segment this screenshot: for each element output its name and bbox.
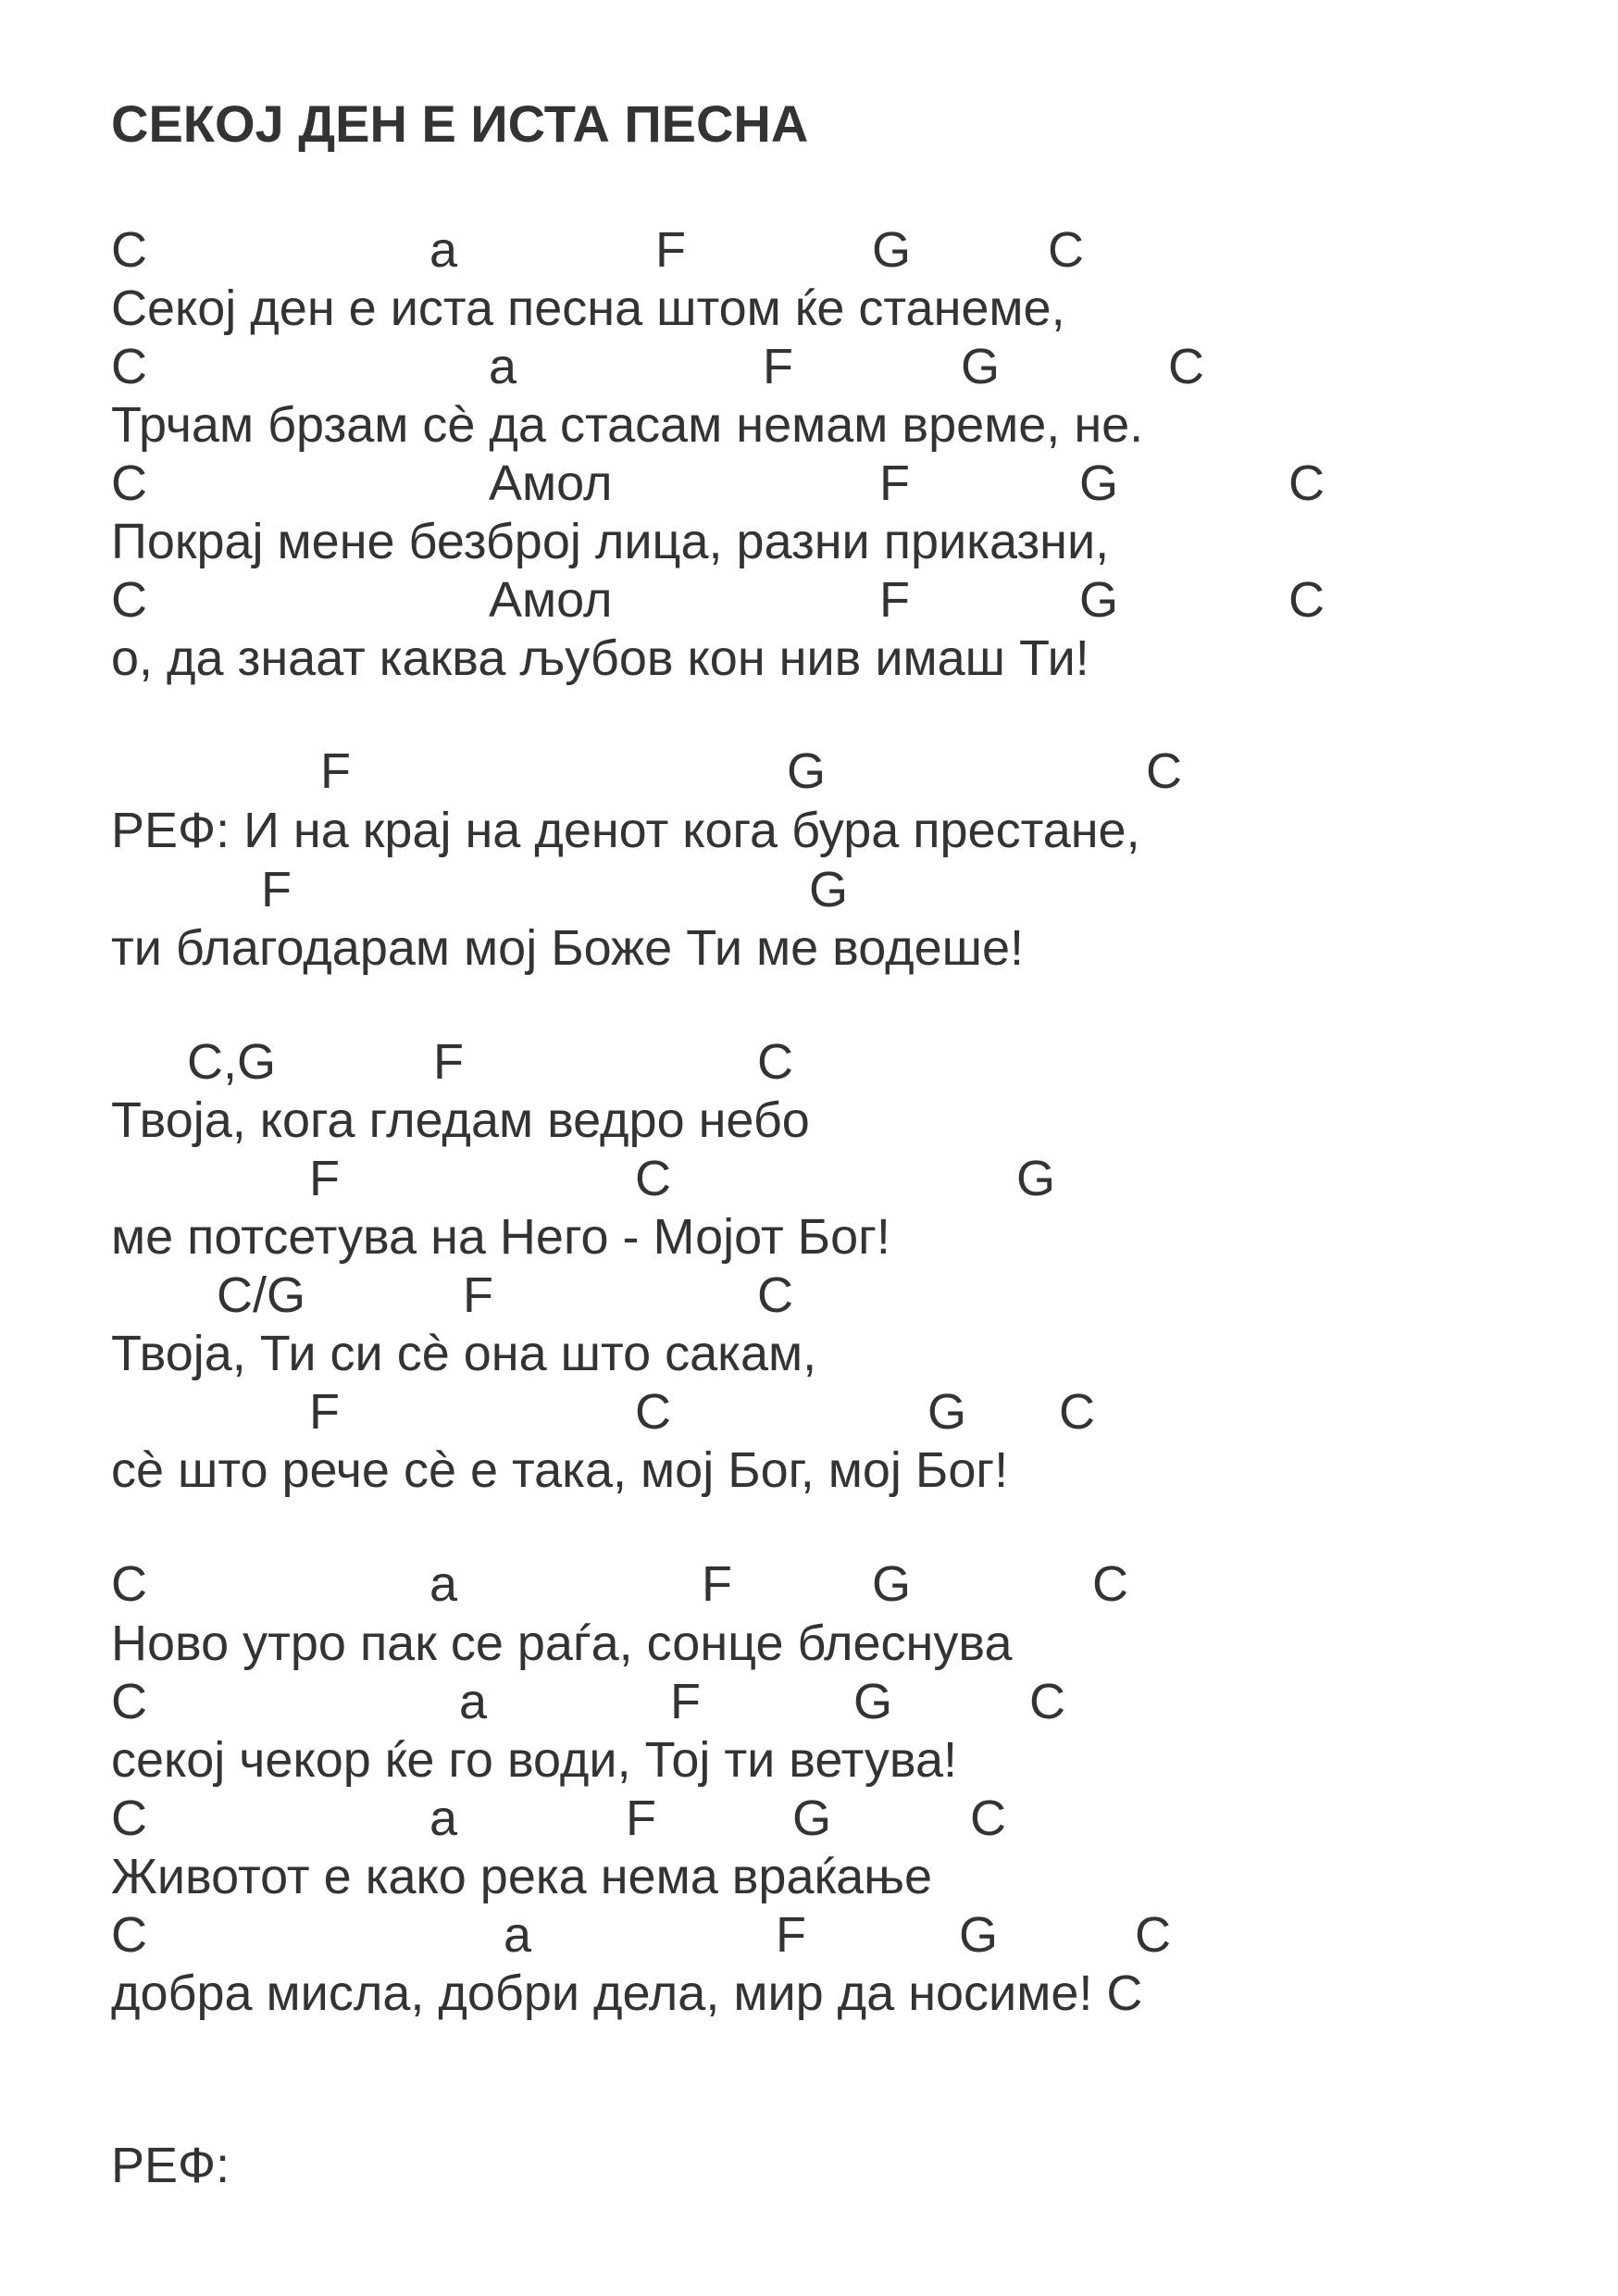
chord: C <box>1048 222 1084 278</box>
chord: F <box>879 455 910 511</box>
chord: Амол <box>489 455 613 511</box>
chord: a <box>489 339 517 394</box>
chord: G <box>961 339 1001 394</box>
chord: C <box>635 1151 671 1206</box>
lyric-line: ти благодарам мој Боже Ти ме водеше! <box>111 920 1024 976</box>
chord: C <box>1135 1907 1171 1963</box>
refrain-line: РЕФ: И на крај на денот кога бура престане, <box>111 803 1140 858</box>
chord: Амол <box>489 572 613 628</box>
chord: F <box>433 1034 464 1090</box>
chord: C/G <box>217 1267 306 1323</box>
lyric-line: Трчам брзам сѐ да стасам немам време, не. <box>111 397 1144 453</box>
chord: F <box>655 222 686 278</box>
chord: C <box>111 339 147 394</box>
chord: G <box>792 1791 832 1846</box>
chord: C <box>635 1384 671 1440</box>
chord: F <box>776 1907 806 1963</box>
chord: C <box>1146 743 1182 799</box>
chord: C <box>111 1791 147 1846</box>
chord: F <box>670 1674 701 1729</box>
lyric-line: добра мисла, добри дела, мир да носиме! C <box>111 1965 1143 2021</box>
song-title: СЕКОЈ ДЕН Е ИСТА ПЕСНА <box>111 94 809 153</box>
chord: G <box>1016 1151 1056 1206</box>
chord: F <box>309 1151 340 1206</box>
chord: C <box>111 1674 147 1729</box>
chord: G <box>872 222 912 278</box>
chord: C <box>1288 455 1325 511</box>
chord: G <box>853 1674 893 1729</box>
chord: F <box>879 572 910 628</box>
chord: a <box>429 1556 458 1612</box>
lyric-line: Ново утро пак се раѓа, сонце блеснува <box>111 1616 1013 1671</box>
chord: C <box>1092 1556 1128 1612</box>
chord: G <box>872 1556 912 1612</box>
chord: G <box>1079 455 1119 511</box>
chord: C <box>1288 572 1325 628</box>
chord: C <box>757 1034 793 1090</box>
lyric-line: Твоја, Ти си сѐ она што сакам, <box>111 1326 817 1381</box>
chord: C <box>111 572 147 628</box>
lyric-line: Покрај мене безброј лица, разни приказни, <box>111 514 1110 569</box>
lyric-line: о, да знаат каква љубов кон нив имаш Ти! <box>111 630 1089 686</box>
chord: F <box>763 339 793 394</box>
chord: F <box>320 743 351 799</box>
chord: a <box>504 1907 532 1963</box>
chord: F <box>261 862 292 917</box>
chord: C <box>111 222 147 278</box>
lyric-line: сѐ што рече сѐ е така, мој Бог, мој Бог! <box>111 1442 1009 1498</box>
lyric-line: Твоја, кога гледам ведро небо <box>111 1092 810 1148</box>
chord: C <box>111 455 147 511</box>
chord: C <box>111 1907 147 1963</box>
chord: C,G <box>187 1034 277 1090</box>
lyric-line: секој чекор ќе го води, Тој ти ветува! <box>111 1732 958 1788</box>
chord: C <box>1168 339 1204 394</box>
chord: C <box>1029 1674 1065 1729</box>
chord: a <box>429 1791 458 1846</box>
chord: F <box>309 1384 340 1440</box>
lyric-line: ме потсетува на Него - Мојот Бог! <box>111 1209 890 1265</box>
chord: a <box>429 222 458 278</box>
chord: G <box>959 1907 999 1963</box>
chord: a <box>459 1674 488 1729</box>
chord: C <box>1059 1384 1095 1440</box>
chord: C <box>757 1267 793 1323</box>
chord: C <box>970 1791 1006 1846</box>
chord: G <box>809 862 849 917</box>
refrain-marker: РЕФ: <box>111 2138 230 2193</box>
chord: F <box>463 1267 493 1323</box>
chord: G <box>787 743 827 799</box>
chord: F <box>626 1791 656 1846</box>
chord: G <box>1079 572 1119 628</box>
chord: C <box>111 1556 147 1612</box>
lyric-line: Животот е како река нема враќање <box>111 1849 933 1904</box>
chord: G <box>927 1384 967 1440</box>
chord: F <box>702 1556 732 1612</box>
lyric-line: Секој ден е иста песна штом ќе станеме, <box>111 281 1065 336</box>
